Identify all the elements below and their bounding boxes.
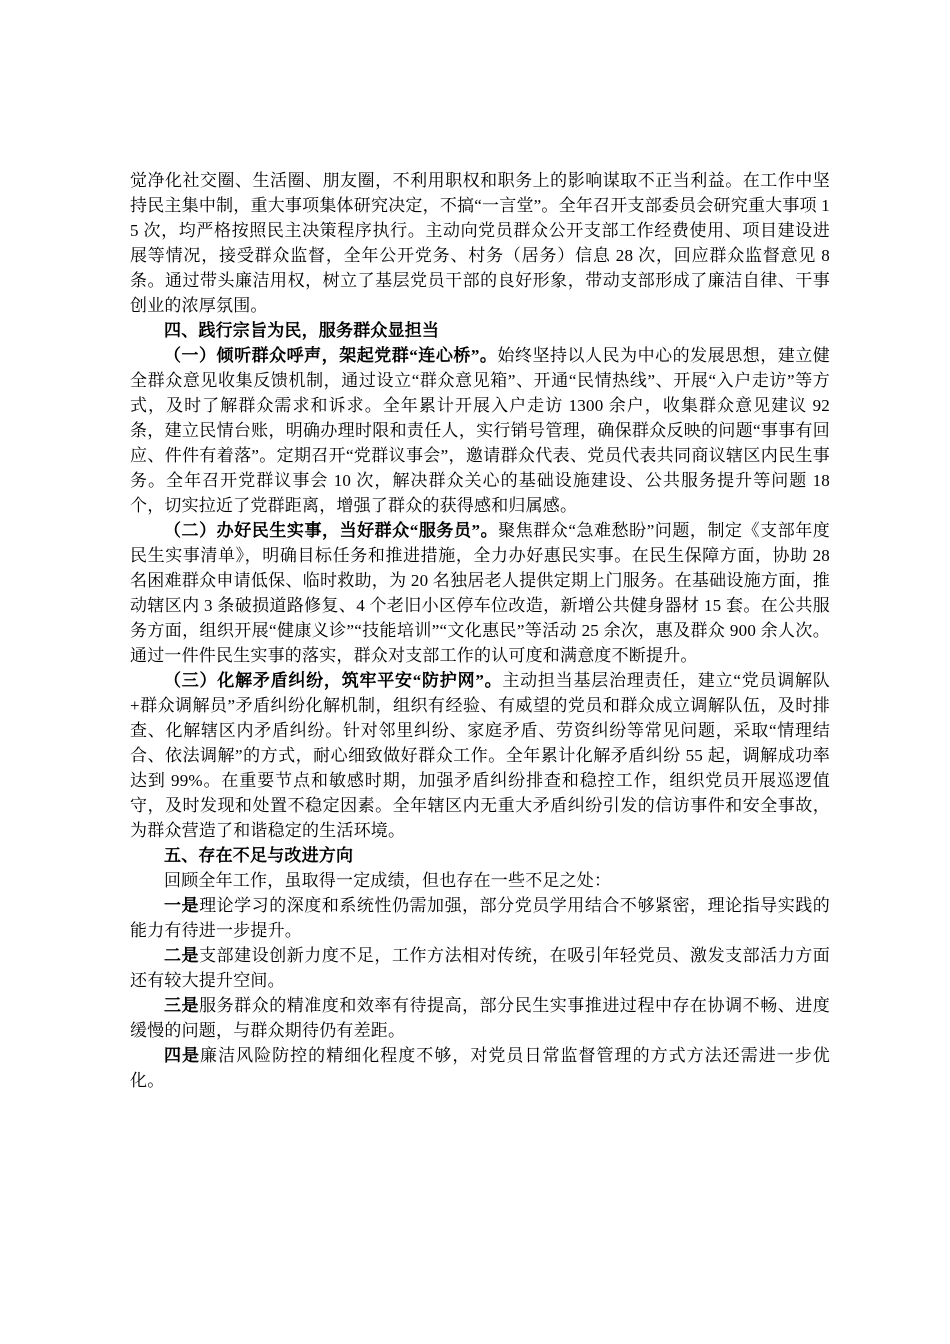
paragraph-text: 始终坚持以人民为中心的发展思想，建立健全群众意见收集反馈机制，通过设立“群众意见箱”、开通“民情热线”、开展“入户走访”等方式，及时了解群众需求和诉求。全年累计开展入户走访 1300 余户，收集群众意见建议 92 条，建立民情台账，明确办理时限和责任人，实行销号管理，确保群众反映的问题“事事有回应、件件有着落”。定期召开“党群议事会”，邀请群众代表、党员代表共同商议辖区内民生事务。全年召开党群议事会 10 次，解决群众关心的基础设施建设、公共服务提升等问题 18 个，切实拉近了党群距离，增强了群众的获得感和归属感。 [130, 346, 830, 515]
paragraph-text: 聚焦群众“急难愁盼”问题，制定《支部年度民生实事清单》，明确目标任务和推进措施，全力办好惠民实事。在民生保障方面，协助 28 名困难群众申请低保、临时救助，为 20 名独居老人提供定期上门服务。在基础设施方面，推动辖区内 3 条破损道路修复、4 个老旧小区停车位改造，新增公共健身器材 15 套。在公共服务方面，组织开展“健康义诊”“技能培训”“文化惠民”等活动 25 余次，惠及群众 900 余人次。通过一件件民生实事的落实，群众对支部工作的认可度和满意度不断提升。 [130, 521, 831, 665]
paragraph-livelihood-deeds [130, 518, 830, 668]
paragraph-text: 服务群众的精准度和效率有待提高，部分民生实事推进过程中存在协调不畅、进度缓慢的问题，与群众期待仍有差距。 [130, 996, 830, 1040]
paragraph-review-intro: 回顾全年工作，虽取得一定成绩，但也存在一些不足之处： [164, 871, 612, 890]
paragraph-text: 廉洁风险防控的精细化程度不够，对党员日常监督管理的方式方法还需进一步优化。 [130, 1046, 830, 1090]
paragraph-lead: 四是 [164, 1046, 201, 1065]
paragraph-shortcoming-2 [130, 943, 830, 993]
paragraph-lead: 三是 [164, 996, 200, 1015]
paragraph-text: 主动担当基层治理责任，建立“党员调解队+群众调解员”矛盾纠纷化解机制，组织有经验、有威望的党员和群众成立调解队伍，及时排查、化解辖区内矛盾纠纷。针对邻里纠纷、家庭矛盾、劳资纠纷等常见问题，采取“情理结合、依法调解”的方式，耐心细致做好群众工作。全年累计化解矛盾纠纷 55 起，调解成功率达到 99%。在重要节点和敏感时期，加强矛盾纠纷排查和稳控工作，组织党员开展巡逻值守，及时发现和处置不稳定因素。全年辖区内无重大矛盾纠纷引发的信访事件和安全事故，为群众营造了和谐稳定的生活环境。 [130, 671, 830, 840]
section-heading-5: 五、存在不足与改进方向 [164, 846, 354, 865]
paragraph-dispute-resolution [130, 668, 830, 843]
paragraph-listen-to-masses [130, 343, 830, 518]
section-heading-4: 四、践行宗旨为民，服务群众显担当 [164, 321, 440, 340]
paragraph-lead: 一是 [164, 896, 200, 915]
paragraph-shortcoming-3 [130, 993, 830, 1043]
paragraph-shortcoming-4 [130, 1043, 830, 1093]
paragraph-text: 理论学习的深度和系统性仍需加强，部分党员学用结合不够紧密，理论指导实践的能力有待进一步提升。 [130, 896, 830, 940]
paragraph-lead: （三）化解矛盾纠纷，筑牢平安“防护网”。 [164, 671, 503, 690]
paragraph-shortcoming-1 [130, 893, 830, 943]
paragraph-lead: （一）倾听群众呼声，架起党群“连心桥”。 [164, 346, 498, 365]
paragraph-lead: （二）办好民生实事，当好群众“服务员”。 [164, 521, 499, 540]
paragraph-continuation: 觉净化社交圈、生活圈、朋友圈，不利用职权和职务上的影响谋取不正当利益。在工作中坚持民主集中制，重大事项集体研究决定，不搞“一言堂”。全年召开支部委员会研究重大事项 15 次，均严格按照民主决策程序执行。主动向党员群众公开支部工作经费使用、项目建设进展等情况，接受群众监督，全年公开党务、村务（居务）信息 28 次，回应群众监督意见 8 条。通过带头廉洁用权，树立了基层党员干部的良好形象，带动支部形成了廉洁自律、干事创业的浓厚氛围。 [130, 171, 830, 315]
paragraph-text: 支部建设创新力度不足，工作方法相对传统，在吸引年轻党员、激发支部活力方面还有较大提升空间。 [130, 946, 830, 990]
paragraph-lead: 二是 [164, 946, 200, 965]
